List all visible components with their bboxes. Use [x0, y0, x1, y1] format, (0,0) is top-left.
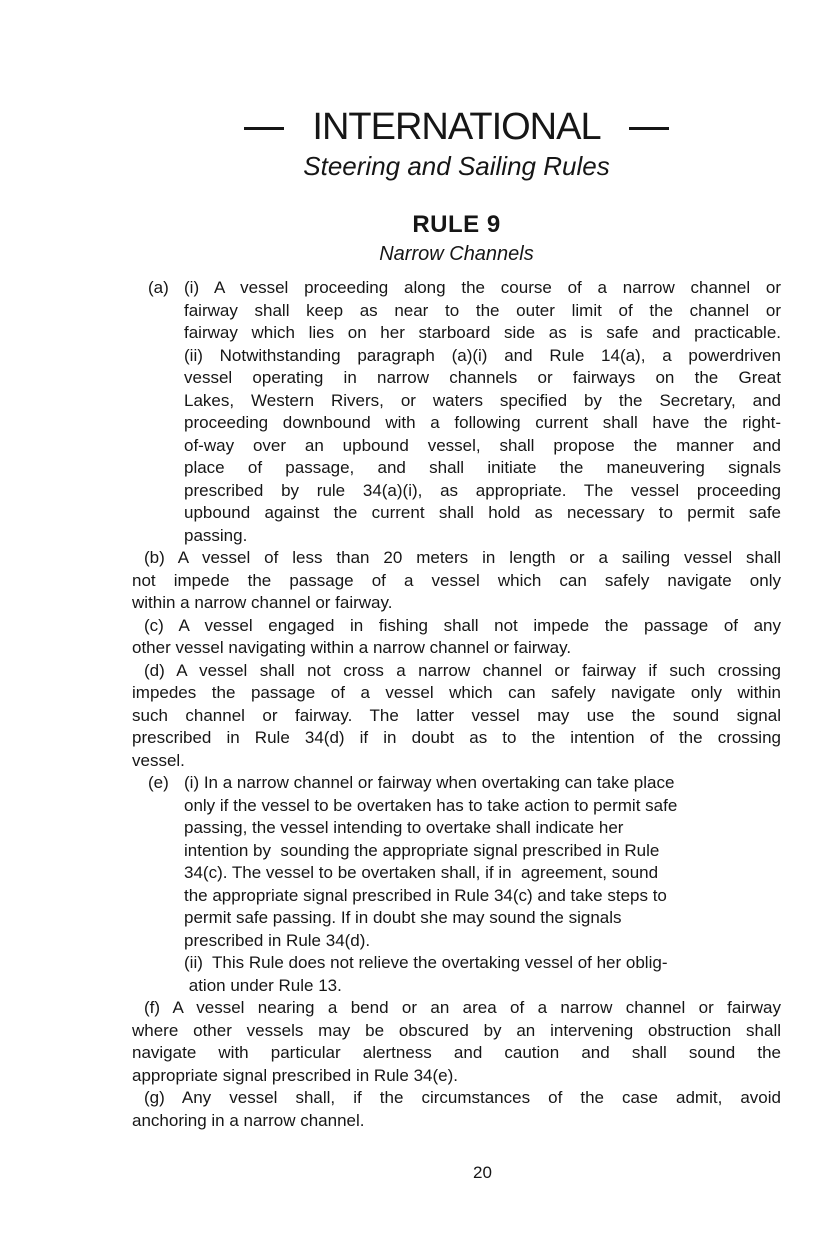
text-line: where other vessels may be obscured by an intervening obstruction shall — [132, 1020, 781, 1040]
text-line: (i) In a narrow channel or fairway when overtaking can take place — [184, 773, 675, 792]
text-line: prescribed in Rule 34(d). — [184, 930, 371, 950]
text-line: place of passage, and shall initiate the maneuvering signals — [184, 458, 781, 477]
paragraph-g — [132, 1087, 781, 1132]
paragraph-label: (a) — [148, 278, 169, 297]
text-line: vessel operating in narrow channels or fairways on the Great — [184, 368, 781, 387]
text-line: intention by sounding the appropriate signal prescribed in Rule — [184, 840, 660, 860]
text-line: vessel. — [132, 750, 185, 770]
text-line: (ii) This Rule does not relieve the overtaking vessel of her oblig- — [184, 953, 668, 972]
text-line: fairway which lies on her starboard side as is safe and practicable. — [184, 323, 781, 342]
title-dash-right-icon — [629, 127, 669, 130]
paragraph-a — [132, 277, 781, 547]
text-line: passing, the vessel intending to overtake shall indicate her — [184, 818, 624, 837]
text-line: such channel or fairway. The latter vessel may use the sound signal — [132, 705, 781, 725]
text-line: (i) A vessel proceeding along the course of a narrow channel or — [184, 278, 781, 297]
text-line: prescribed by rule 34(a)(i), as appropriate. The vessel proceeding — [184, 480, 781, 500]
text-line: (b) A vessel of less than 20 meters in length or a sailing vessel shall — [144, 548, 781, 567]
rule-name-heading: Narrow Channels — [379, 243, 534, 265]
text-line: Lakes, Western Rivers, or waters specified by the Secretary, and — [184, 390, 781, 410]
text-line: upbound against the current shall hold as necessary to permit safe — [184, 503, 781, 522]
text-line: (f) A vessel nearing a bend or an area of a narrow channel or fairway — [144, 998, 781, 1017]
paragraph-content — [184, 277, 781, 547]
rule-number-heading: RULE 9 — [412, 211, 501, 238]
paragraph-f — [132, 997, 781, 1087]
text-line: only if the vessel to be overtaken has to take action to permit safe — [184, 795, 678, 815]
text-line: anchoring in a narrow channel. — [132, 1110, 365, 1130]
text-line: other vessel navigating within a narrow channel or fairway. — [132, 638, 572, 657]
document-subtitle: Steering and Sailing Rules — [303, 151, 610, 181]
text-line: passing. — [184, 525, 248, 545]
text-line: impedes the passage of a vessel which can safely navigate only within — [132, 683, 781, 702]
document-title: INTERNATIONAL — [312, 105, 601, 148]
paragraph-e — [132, 772, 781, 997]
rule-text-body — [132, 277, 781, 1132]
paragraph-b — [132, 547, 781, 615]
paragraph-c — [132, 615, 781, 660]
page-number: 20 — [473, 1163, 492, 1182]
text-line: within a narrow channel or fairway. — [132, 593, 393, 612]
document-header — [132, 104, 781, 150]
text-line: ation under Rule 13. — [184, 975, 342, 995]
text-line: of-way over an upbound vessel, shall propose the manner and — [184, 435, 781, 455]
text-line: (g) Any vessel shall, if the circumstances of the case admit, avoid — [144, 1088, 781, 1107]
paragraph-content — [184, 772, 781, 997]
text-line: permit safe passing. If in doubt she may sound the signals — [184, 908, 622, 927]
text-line: navigate with particular alertness and caution and shall sound the — [132, 1043, 781, 1062]
text-line: fairway shall keep as near to the outer limit of the channel or — [184, 300, 781, 320]
text-line: not impede the passage of a vessel which can safely navigate only — [132, 570, 781, 590]
text-line: (ii) Notwithstanding paragraph (a)(i) and Rule 14(a), a powerdriven — [184, 345, 781, 365]
text-line: appropriate signal prescribed in Rule 34(e). — [132, 1065, 459, 1085]
paragraph-d — [132, 660, 781, 773]
text-line: (d) A vessel shall not cross a narrow channel or fairway if such crossing — [144, 660, 781, 680]
paragraph-label: (e) — [148, 773, 169, 792]
text-line: proceeding downbound with a following current shall have the right- — [184, 413, 781, 432]
text-line: 34(c). The vessel to be overtaken shall, if in agreement, sound — [184, 863, 659, 882]
title-dash-left-icon — [244, 127, 284, 130]
text-line: prescribed in Rule 34(d) if in doubt as to the intention of the crossing — [132, 728, 781, 747]
text-line: (c) A vessel engaged in fishing shall not impede the passage of any — [144, 615, 781, 635]
text-line: the appropriate signal prescribed in Rule 34(c) and take steps to — [184, 885, 667, 905]
